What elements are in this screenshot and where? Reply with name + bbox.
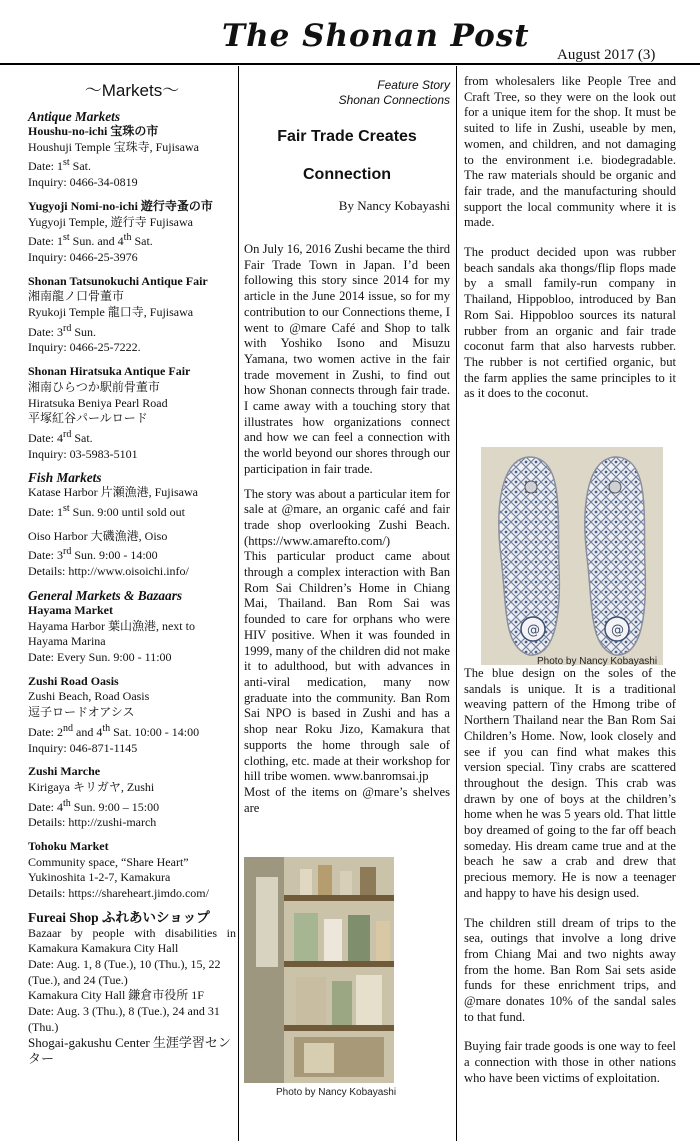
market-detail: Katase Harbor 片瀬漁港, Fujisawa <box>28 485 198 500</box>
feature-kicker <box>244 78 450 108</box>
market-detail: Inquiry: 0466-25-3976 <box>28 249 138 264</box>
market-name: Tohoku Market <box>28 839 109 854</box>
shop-shelves-image <box>244 857 394 1083</box>
kicker-line-2: Shonan Connections <box>338 93 450 107</box>
market-detail: 逗子ロードオアシス <box>28 705 135 720</box>
sandals-photo <box>481 447 663 665</box>
market-detail: Shogai-gakushu Center 生涯学習センター <box>28 1035 231 1067</box>
market-listing <box>28 485 236 520</box>
kicker-line-1: Feature Story <box>377 78 450 92</box>
market-detail: Date: 2nd and 4th Sat. 10:00 - 14:00 <box>28 722 200 739</box>
market-detail: Community space, “Share Heart” <box>28 854 189 869</box>
market-detail: Date: 4rd Sat. <box>28 428 93 445</box>
newspaper-title: The Shonan Post <box>222 18 530 54</box>
svg-text:@: @ <box>611 623 624 638</box>
article-body-continued-lower <box>464 666 676 1087</box>
market-detail: Details: https://shareheart.jimdo.com/ <box>28 886 209 901</box>
market-detail: Date: 3rd Sun. 9:00 - 14:00 <box>28 546 158 563</box>
market-detail: Ryukoji Temple 龍口寺, Fujisawa <box>28 305 194 320</box>
market-detail: Zushi Beach, Road Oasis <box>28 689 150 704</box>
headline-line-2: Connection <box>303 166 391 183</box>
market-name: Yugyoji Nomi-no-ichi 遊行寺蚤の市 <box>28 198 213 213</box>
shelves-photo <box>244 857 394 1083</box>
market-name: Shonan Hiratsuka Antique Fair <box>28 364 191 379</box>
market-detail: Inquiry: 046-871-1145 <box>28 740 138 755</box>
masthead-rule <box>0 63 700 65</box>
market-detail: 湘南ひらつか駅前骨董市 <box>28 379 160 394</box>
article-paragraph: On July 16, 2016 Zushi became the third Fair Trade Town in Japan. I’d been following this story since 2014 for my article in the June 2014 issue, so for my contribution to our Connections theme, I went to @mare Café and Shop to talk with Yoshiko Isono and Misuzu Yamana, two women active in the fair trade movement in Zushi, to find out how Shonan connects through fair trade. I came away with a touching story that illustrates how organizations connect and how we can feel a connection with the world beyond our shores through our participation in fair trade. <box>244 242 450 476</box>
market-listing <box>28 199 236 266</box>
market-listing <box>28 764 236 831</box>
masthead <box>0 0 700 66</box>
feature-column-2-lower <box>464 666 676 1141</box>
market-listing <box>28 364 236 462</box>
market-detail: 平塚紅谷パールロード <box>28 411 148 426</box>
article-paragraph: This particular product came about through a complex interaction with Ban Rom Sai Children’s Home in Chiang Mai, Thailand. Ban Rom Sai was founded to care for orphans who were HIV positive. When it was founded in 1999, many of the children did not make it to adulthood, but with advances in anti-viral medication, many now graduate into the community. Ban Rom Sai NPO is based in Zushi and has a shop near Roku Jizo, Kamakura that supports the home through sale of clothing, etc. made at their workshop for hill tribe women. www.banromsai.jp <box>244 549 450 784</box>
market-detail: Inquiry: 0466-25-7222. <box>28 340 141 355</box>
market-detail: Details: http://www.oisoichi.info/ <box>28 564 189 579</box>
article-paragraph: Buying fair trade goods is one way to feel a connection with those in other nations who have been victims of exploitation. <box>464 1039 676 1085</box>
markets-heading: ～Markets～ <box>84 81 180 100</box>
article-paragraph: The product decided upon was rubber beach sandals aka thongs/flip flops made by a small family-run company in Thailand, Hippobloo, introduced by Ban Rom Sai. Hippobloo sources its natural rubber from an organic and fair trade coconut farm that also harvests rubber. The rubber is not certified organic, but the farm applies the same principles to it as it does to the coconut. <box>464 245 676 401</box>
column-divider-1 <box>238 66 239 1141</box>
column-divider-2 <box>456 66 457 1141</box>
market-detail: Date: 4th Sun. 9:00 – 15:00 <box>28 797 160 814</box>
article-byline: By Nancy Kobayashi <box>338 198 450 213</box>
market-detail: Details: http://zushi-march <box>28 815 157 830</box>
market-listing <box>28 910 236 1067</box>
headline-line-1: Fair Trade Creates <box>277 128 417 145</box>
photo-credit-shelves: Photo by Nancy Kobayashi <box>276 1087 397 1098</box>
market-detail: Yukinoshita 1-2-7, Kamakura <box>28 870 171 885</box>
market-listing <box>28 529 236 580</box>
market-detail: Oiso Harbor 大磯漁港, Oiso <box>28 528 168 543</box>
category-general: General Markets & Bazaars <box>28 587 183 603</box>
market-detail: Inquiry: 03-5983-5101 <box>28 446 138 461</box>
market-detail: Date: Aug. 3 (Thu.), 8 (Tue.), 24 and 31 (Thu.) <box>28 1004 220 1034</box>
article-body <box>244 242 450 816</box>
article-body-continued <box>464 74 676 402</box>
svg-text:@: @ <box>527 623 540 638</box>
article-paragraph: Most of the items on @mare’s shelves are <box>244 784 450 815</box>
market-detail: Date: Every Sun. 9:00 - 11:00 <box>28 649 172 664</box>
market-detail: Hayama Harbor 葉山漁港, next to Hayama Marina <box>28 618 195 649</box>
market-detail: Date: 1st Sun. and 4th Sat. <box>28 232 153 249</box>
market-name: Houshu-no-ichi 宝珠の市 <box>28 124 159 138</box>
issue-date: August 2017 (3) <box>557 47 656 63</box>
market-detail: Date: 1st Sat. <box>28 157 92 174</box>
market-detail: Inquiry: 0466-34-0819 <box>28 175 138 190</box>
article-headline <box>244 118 450 194</box>
market-listing <box>28 274 236 357</box>
market-listing <box>28 839 236 902</box>
market-name: Shonan Tatsunokuchi Antique Fair <box>28 273 208 288</box>
article-paragraph: The blue design on the soles of the sandals is unique. It is a traditional weaving pattern of the Hmong tribe of Northern Thailand near the Ban Rom Sai Children’s Home. Now, look closely and see if you can find what makes this version special. Tiny crabs are scattered throughout the design. This crab was drawn by one of boys at the children’s home when he was 5 years old. That little boy dreamed of going to the far off beach someday. His dream came true and at the beach he saw a crab and drew that precious memory. He is now a teenager and happy to have his design used. <box>464 666 676 900</box>
market-detail: Date: 3rd Sun. <box>28 322 97 339</box>
sandals-image <box>481 447 663 665</box>
market-listing <box>28 603 236 666</box>
market-listing <box>28 124 236 191</box>
category-antique: Antique Markets <box>28 109 120 124</box>
market-detail: Bazaar by people with disabilities in Kamakura Kamakura City Hall <box>28 925 236 956</box>
market-detail: Hiratsuka Beniya Pearl Road <box>28 395 168 410</box>
market-detail: 湘南龍ノ口骨董市 <box>28 289 125 304</box>
article-paragraph: The story was about a particular item for sale at @mare, an organic café and fair trade shop overlooking Zushi Beach. (https://www.amarefto.com/) <box>244 486 450 548</box>
article-paragraph: from wholesalers like People Tree and Craft Tree, so they were on the look out for a unique item for the shop. It must be suited to life in Zushi, useable by men, women, and children, and not damaging to the environment i.e. biodegradable. The raw materials should be organic and fair trade, and the manufacturing should support the local community where it is made. <box>464 74 676 230</box>
article-paragraph: The children still dream of trips to the sea, outings that involve a long drive from Chiang Mai and two nights away from the home. Ban Rom Sai sets aside funds for these enrichment trips, and @mare donates 10% of the sandal sales to that fund. <box>464 915 676 1024</box>
market-detail: Yugyoji Temple, 遊行寺 Fujisawa <box>28 214 193 229</box>
market-detail: Date: Aug. 1, 8 (Tue.), 10 (Thu.), 15, 22 (Tue.), and 24 (Tue.) <box>28 956 221 987</box>
market-name: Zushi Road Oasis <box>28 673 119 688</box>
market-name: Zushi Marche <box>28 764 101 779</box>
markets-column <box>28 66 236 1141</box>
category-fish: Fish Markets <box>28 470 102 486</box>
market-detail: Kirigaya キリガヤ, Zushi <box>28 779 155 794</box>
market-detail: Date: 1st Sun. 9:00 until sold out <box>28 503 186 520</box>
market-listing <box>28 674 236 757</box>
photo-credit-sandals: Photo by Nancy Kobayashi <box>537 656 658 667</box>
market-name: Hayama Market <box>28 602 113 617</box>
market-name: Fureai Shop ふれあいショップ <box>28 909 210 925</box>
market-detail: Kamakura City Hall 鎌倉市役所 1F <box>28 988 204 1003</box>
market-detail: Houshuji Temple 宝珠寺, Fujisawa <box>28 139 199 154</box>
